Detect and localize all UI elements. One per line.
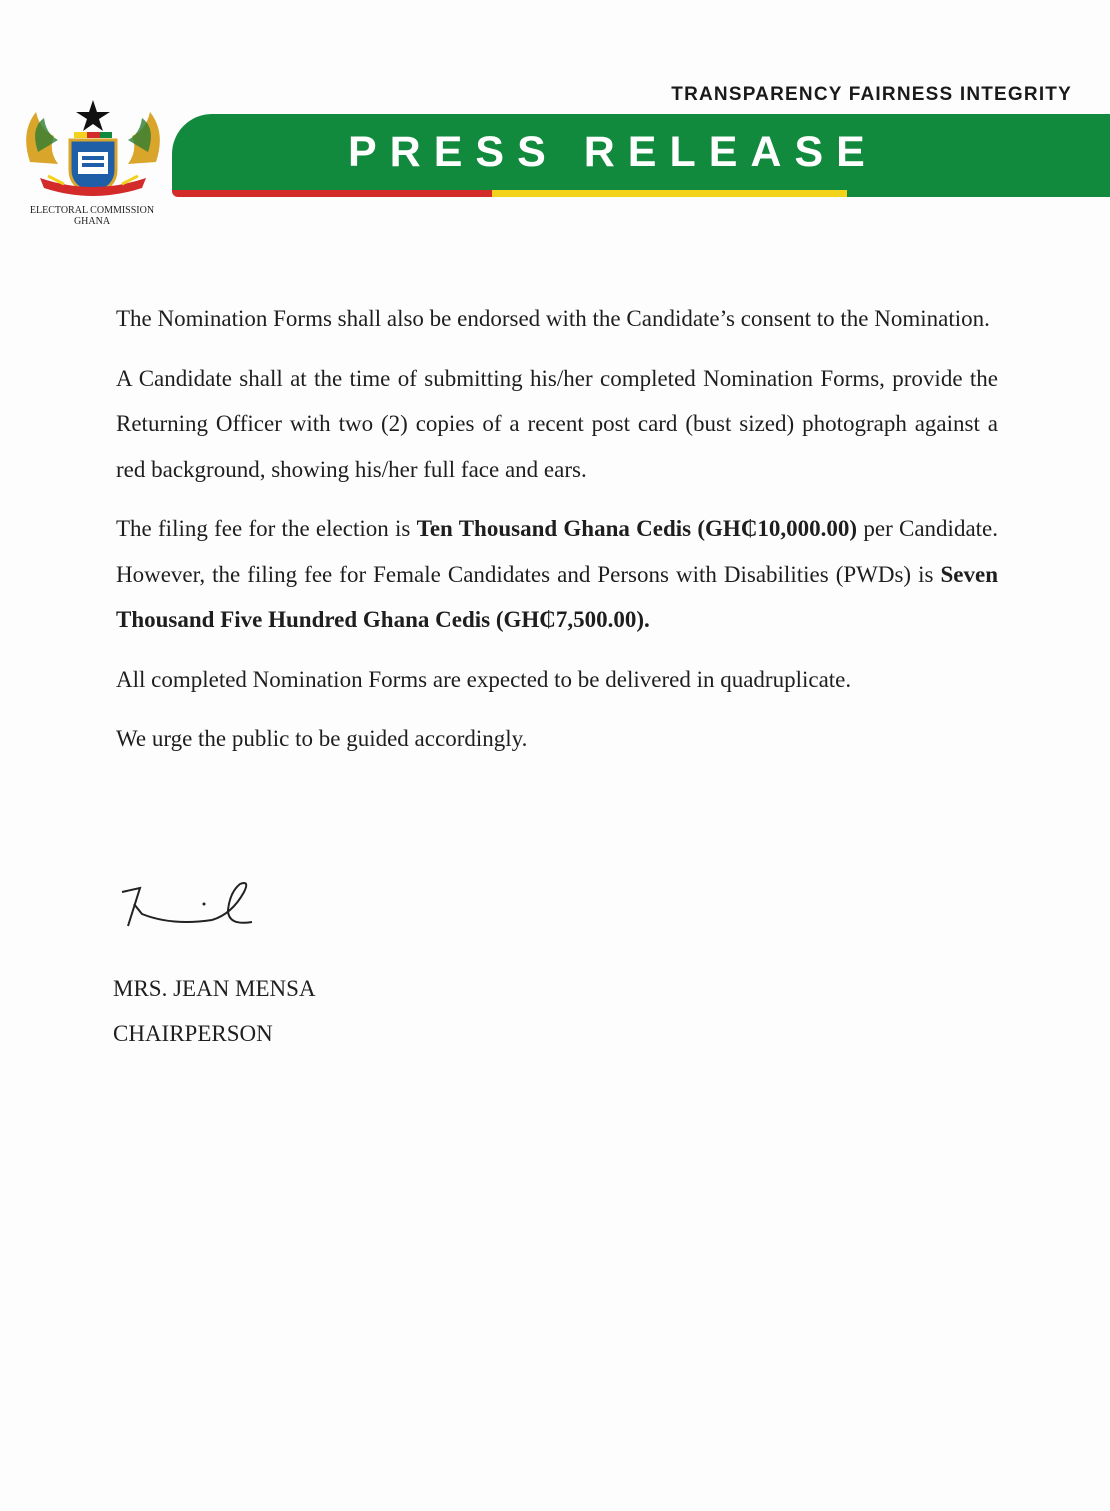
chairperson-signature — [112, 874, 272, 944]
signatory-name: MRS. JEAN MENSA — [113, 976, 316, 1001]
banner-stripe-red — [172, 190, 492, 197]
paragraph-candidate-consent: The Nomination Forms shall also be endorsed with the Candidate’s consent to the Nomination. — [116, 306, 990, 331]
paragraph-public-guidance: We urge the public to be guided accordingly. — [116, 726, 528, 751]
header-tagline: TRANSPARENCY FAIRNESS INTEGRITY — [671, 84, 1072, 105]
electoral-commission-logo — [18, 92, 168, 204]
signatory-title: CHAIRPERSON — [113, 1021, 273, 1046]
filing-fee-text-a: The filing fee for the election is — [116, 516, 417, 541]
logo-caption — [8, 205, 176, 227]
signatory-block — [113, 966, 316, 1056]
press-release-body — [116, 296, 998, 762]
paragraph-photograph-requirement: A Candidate shall at the time of submitting his/her completed Nomination Forms, provide the Returning Officer with two (2) copies of a recent post card (bust sized) photograph against a red background, showing his/her full face and ears. — [116, 365, 998, 482]
filing-fee-amount: Ten Thousand Ghana Cedis (GH₵10,000.00) — [416, 516, 858, 541]
paragraph-filing-fee — [116, 506, 998, 643]
logo-caption-line2: GHANA — [73, 216, 111, 227]
filing-fee-text-c: per Candidate. However, the filing fee for Female Candidates and Persons with Disabilities (PWDs) is — [116, 516, 998, 587]
banner-stripe-yellow — [492, 190, 847, 197]
paragraph-quadruplicate: All completed Nomination Forms are expected to be delivered in quadruplicate. — [116, 666, 852, 692]
banner-title: PRESS RELEASE — [348, 128, 878, 176]
reduced-filing-fee-amount: Seven Thousand Five Hundred Ghana Cedis (GH₵7,500.00). — [116, 561, 998, 632]
logo-caption-line1: ELECTORAL COMMISSION — [29, 205, 155, 216]
banner-stripe-green — [847, 190, 1110, 197]
